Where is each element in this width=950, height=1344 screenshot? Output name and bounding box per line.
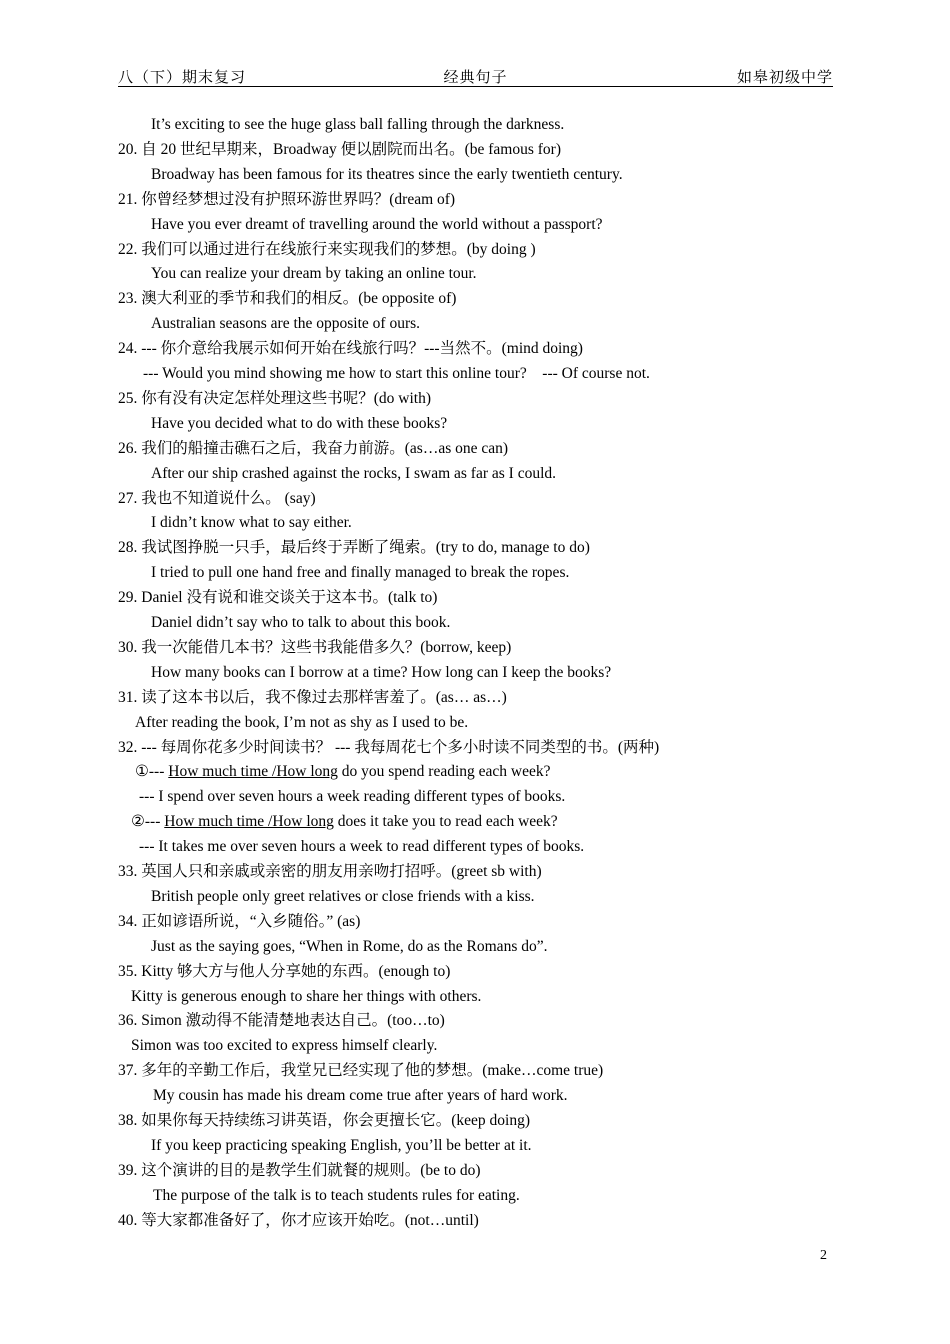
sentence-translation: Simon was too excited to express himself clearly. [131, 1037, 438, 1055]
sentence-prompt: 20. 自 20 世纪早期来，Broadway 便以剧院而出名。(be famous for) [118, 140, 561, 158]
sentence-translation: My cousin has made his dream come true after years of hard work. [153, 1087, 568, 1105]
sentence-prompt: 34. 正如谚语所说，“入乡随俗。” (as) [118, 912, 361, 930]
sentence-prompt: 40. 等大家都准备好了，你才应该开始吃。(not…until) [118, 1211, 479, 1229]
sentence-translation: The purpose of the talk is to teach students rules for eating. [153, 1186, 520, 1204]
sentence-prompt: 33. 英国人只和亲戚或亲密的朋友用亲吻打招呼。(greet sb with) [118, 863, 542, 880]
header-course: 八（下）期末复习 [118, 68, 247, 86]
sentence-translation: ①--- How much time /How long do you spend reading each week? [135, 763, 551, 781]
sentence-prompt: 32. --- 每周你花多少时间读书？ --- 我每周花七个多小时读不同类型的书。(两种) [118, 738, 660, 756]
sentence-translation: British people only greet relatives or close friends with a kiss. [151, 887, 535, 905]
sentence-prompt: 37. 多年的辛勤工作后，我堂兄已经实现了他的梦想。(make…come true) [118, 1062, 604, 1080]
sentence-translation: --- It takes me over seven hours a week to read different types of books. [139, 838, 585, 856]
sentence-translation: After our ship crashed against the rocks, I swam as far as I could. [151, 464, 557, 482]
sentence-prompt: 27. 我也不知道说什么。 (say) [118, 489, 316, 507]
sentence-translation: If you keep practicing speaking English, you’ll be better at it. [151, 1136, 532, 1154]
page-header [118, 66, 833, 87]
sentence-translation: I didn’t know what to say either. [151, 514, 352, 532]
sentence-prompt: 26. 我们的船撞击礁石之后，我奋力前游。(as…as one can) [118, 439, 509, 457]
sentence-prompt: 39. 这个演讲的目的是教学生们就餐的规则。(be to do) [118, 1161, 481, 1179]
underlined-answer: How much time /How long [164, 813, 334, 831]
underlined-answer: How much time /How long [168, 763, 338, 781]
sentence-translation: Have you ever dreamt of travelling around the world without a passport? [151, 215, 603, 233]
sentence-translation: --- Would you mind showing me how to start this online tour? --- Of course not. [143, 365, 650, 382]
header-school: 如皋初级中学 [736, 68, 833, 86]
sentence-prompt: 31. 读了这本书以后，我不像过去那样害羞了。(as… as…) [118, 688, 507, 706]
sentence-translation: I tried to pull one hand free and finally managed to break the ropes. [151, 564, 570, 582]
header-title: 经典句子 [443, 68, 508, 86]
sentence-prompt: 25. 你有没有决定怎样处理这些书呢？(do with) [118, 389, 432, 407]
sentence-prompt: 28. 我试图挣脱一只手，最后终于弄断了绳索。(try to do, manage to do) [118, 539, 590, 557]
sentence-translation: How many books can I borrow at a time? How long can I keep the books? [151, 663, 612, 681]
sentence-prompt: 24. --- 你介意给我展示如何开始在线旅行吗？---当然不。(mind doing) [118, 340, 583, 358]
sentence-prompt: 30. 我一次能借几本书？这些书我能借多久？(borrow, keep) [118, 638, 512, 656]
sentence-translation: Australian seasons are the opposite of ours. [151, 315, 421, 333]
sentence-translation: Have you decided what to do with these books? [151, 414, 448, 432]
sentence-translation: Broadway has been famous for its theatres since the early twentieth century. [151, 165, 623, 183]
sentence-translation: Just as the saying goes, “When in Rome, do as the Romans do”. [151, 937, 548, 955]
sentence-prompt: 38. 如果你每天持续练习讲英语，你会更擅长它。(keep doing) [118, 1112, 531, 1129]
sentence-prompt: 21. 你曾经梦想过没有护照环游世界吗？(dream of) [118, 190, 456, 208]
page-number: 2 [820, 1248, 827, 1263]
sentence-prompt: 29. Daniel 没有说和谁交谈关于这本书。(talk to) [118, 589, 438, 607]
sentence-prompt: 35. Kitty 够大方与他人分享她的东西。(enough to) [118, 962, 451, 980]
sentence-translation: Daniel didn’t say who to talk to about this book. [151, 614, 451, 631]
sentence-prompt: 23. 澳大利亚的季节和我们的相反。(be opposite of) [118, 290, 457, 308]
sentence-prompt: 22. 我们可以通过进行在线旅行来实现我们的梦想。(by doing ) [118, 240, 536, 258]
sentence-translation: ②--- How much time /How long does it take you to read each week? [131, 813, 558, 831]
sentence-translation: Kitty is generous enough to share her things with others. [131, 987, 482, 1005]
sentence-prompt: 36. Simon 激动得不能清楚地表达自己。(too…to) [118, 1012, 445, 1030]
sentence-translation: It’s exciting to see the huge glass ball falling through the darkness. [151, 116, 565, 133]
sentence-translation: You can realize your dream by taking an online tour. [151, 265, 477, 283]
sentence-translation: After reading the book, I’m not as shy as I used to be. [135, 713, 469, 731]
sentence-translation: --- I spend over seven hours a week reading different types of books. [139, 788, 566, 806]
